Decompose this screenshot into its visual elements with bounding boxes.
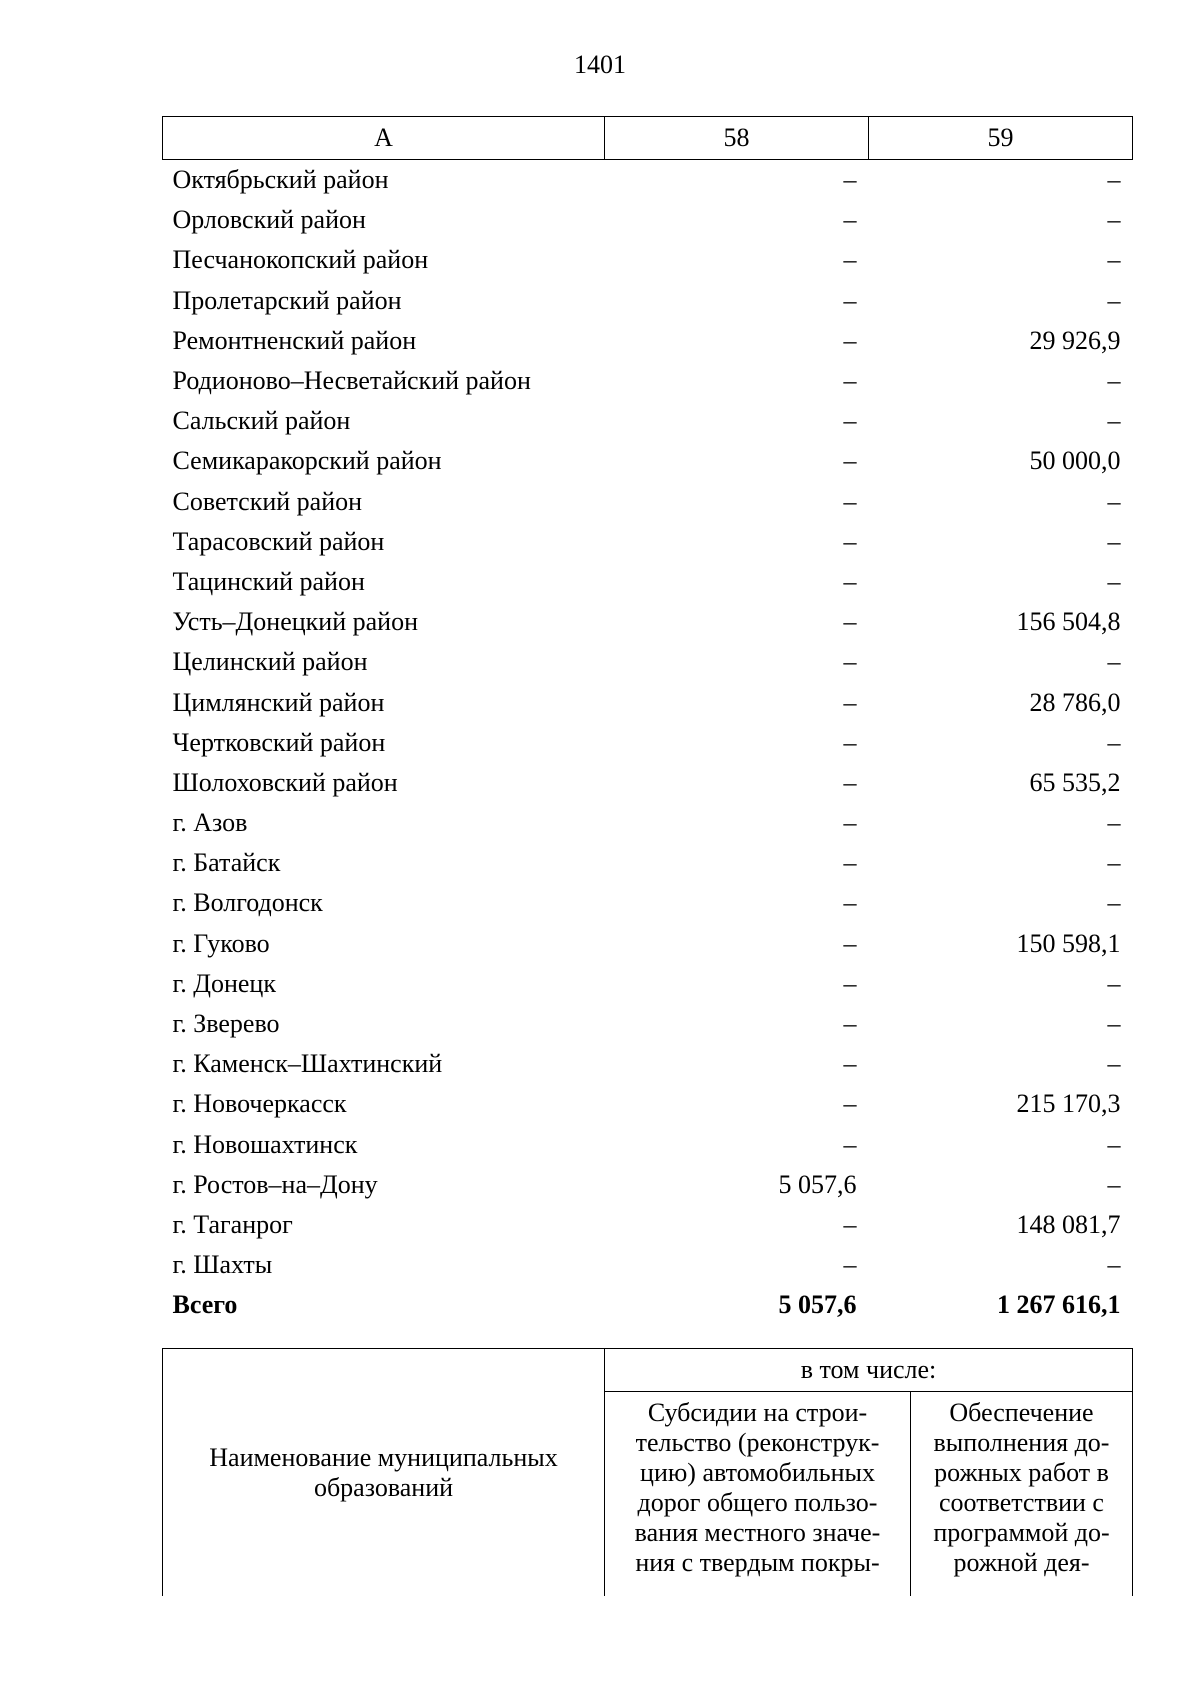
- table-row: [163, 522, 1133, 562]
- value-58: –: [843, 245, 857, 275]
- value-58: –: [843, 1049, 857, 1079]
- municipality-name: г. Волгодонск: [172, 888, 323, 918]
- including-header: в том числе:: [605, 1349, 1133, 1392]
- municipality-name: Чертковский район: [172, 727, 386, 757]
- header-line: рожных работ в: [934, 1458, 1109, 1487]
- value-58: –: [843, 325, 857, 355]
- municipality-name: г. Ростов–на–Дону: [172, 1169, 378, 1199]
- value-58: –: [843, 1009, 857, 1039]
- value-59: –: [1107, 406, 1121, 436]
- municipality-name: Сальский район: [172, 406, 351, 436]
- table-row: [163, 924, 1133, 964]
- municipality-name: Усть–Донецкий район: [172, 607, 418, 637]
- value-58: –: [843, 647, 857, 677]
- value-59: 148 081,7: [1016, 1209, 1121, 1239]
- table-row: [163, 1165, 1133, 1205]
- value-58: 5 057,6: [778, 1169, 857, 1199]
- table-row: [163, 682, 1133, 722]
- municipality-name: г. Новочеркасск: [172, 1089, 347, 1119]
- value-59: 65 535,2: [1029, 767, 1121, 797]
- value-58: –: [843, 1129, 857, 1159]
- value-58: –: [843, 1250, 857, 1280]
- municipality-name: г. Зверево: [172, 1009, 280, 1039]
- value-58: –: [843, 808, 857, 838]
- municipality-name: Песчанокопский район: [172, 245, 429, 275]
- table-row: [163, 160, 1133, 201]
- value-58: –: [843, 526, 857, 556]
- value-59: 1 267 616,1: [997, 1290, 1121, 1320]
- value-59: –: [1107, 486, 1121, 516]
- value-58: 5 057,6: [778, 1290, 857, 1320]
- value-58: –: [843, 285, 857, 315]
- header-line: Субсидии на строи-: [647, 1398, 868, 1427]
- table-row: [163, 763, 1133, 803]
- value-58: –: [843, 888, 857, 918]
- table-row: [163, 642, 1133, 682]
- value-58: –: [843, 607, 857, 637]
- table-row: [163, 200, 1133, 240]
- table-body: [163, 160, 1133, 1326]
- header-line: вания местного значе-: [634, 1518, 881, 1547]
- header-line: рожной дея-: [953, 1548, 1090, 1577]
- construction-subsidies-header: [605, 1392, 911, 1597]
- value-59: –: [1107, 888, 1121, 918]
- value-59: –: [1107, 285, 1121, 315]
- municipality-name: г. Донецк: [172, 968, 276, 998]
- header-line: соответствии с: [939, 1488, 1104, 1517]
- subsidies-table: [162, 116, 1133, 1325]
- value-59: –: [1107, 647, 1121, 677]
- table-row: [163, 1044, 1133, 1084]
- table-row: [163, 281, 1133, 321]
- value-59: 50 000,0: [1029, 446, 1121, 476]
- value-58: –: [843, 446, 857, 476]
- municipality-name: Родионово–Несветайский район: [172, 366, 531, 396]
- value-58: –: [843, 767, 857, 797]
- table-row: [163, 803, 1133, 843]
- table-row: [163, 964, 1133, 1004]
- value-59: –: [1107, 968, 1121, 998]
- value-59: –: [1107, 526, 1121, 556]
- header-line: выполнения до-: [933, 1428, 1110, 1457]
- municipality-name: г. Гуково: [172, 928, 270, 958]
- table-header-row: [163, 117, 1133, 160]
- value-59: –: [1107, 727, 1121, 757]
- municipality-name: г. Таганрог: [172, 1209, 293, 1239]
- value-58: –: [843, 566, 857, 596]
- municipality-name: Октябрьский район: [172, 165, 389, 195]
- table-row: [163, 401, 1133, 441]
- header-line: тельство (реконструк-: [635, 1428, 880, 1457]
- table-row: [163, 562, 1133, 602]
- value-59: 29 926,9: [1029, 325, 1121, 355]
- header-line: Обеспечение: [949, 1398, 1094, 1427]
- value-58: –: [843, 687, 857, 717]
- construction-subsidies-header-text: [615, 1398, 900, 1578]
- value-58: –: [843, 486, 857, 516]
- municipality-name: г. Новошахтинск: [172, 1129, 358, 1159]
- value-59: –: [1107, 1169, 1121, 1199]
- value-59: 215 170,3: [1016, 1089, 1121, 1119]
- value-59: –: [1107, 1250, 1121, 1280]
- value-59: –: [1107, 205, 1121, 235]
- value-58: –: [843, 406, 857, 436]
- municipality-name: г. Азов: [172, 808, 248, 838]
- table-row: [163, 482, 1133, 522]
- municipality-name: Цимлянский район: [172, 687, 385, 717]
- municipality-name: Семикаракорский район: [172, 446, 442, 476]
- value-58: –: [843, 205, 857, 235]
- value-58: –: [843, 1089, 857, 1119]
- table-row: [163, 723, 1133, 763]
- table-row: [163, 441, 1133, 481]
- municipality-name: Тацинский район: [172, 566, 365, 596]
- table-row: [163, 1245, 1133, 1285]
- municipality-name: Шолоховский район: [172, 767, 398, 797]
- value-59: –: [1107, 1049, 1121, 1079]
- municipality-name: г. Каменск–Шахтинский: [172, 1049, 443, 1079]
- header-line: цию) автомобильных: [640, 1458, 875, 1487]
- total-row: [163, 1285, 1133, 1325]
- value-58: –: [843, 928, 857, 958]
- value-59: 156 504,8: [1016, 607, 1121, 637]
- table-row: [163, 1004, 1133, 1044]
- value-58: –: [843, 366, 857, 396]
- municipality-name: г. Шахты: [172, 1250, 273, 1280]
- municipality-name: Орловский район: [172, 205, 366, 235]
- table-row: [163, 1125, 1133, 1165]
- value-59: –: [1107, 848, 1121, 878]
- column-header-a: А: [163, 117, 605, 160]
- table-row: [163, 240, 1133, 280]
- municipality-name: Советский район: [172, 486, 363, 516]
- value-59: –: [1107, 366, 1121, 396]
- header-line: дорог общего пользо-: [637, 1488, 878, 1517]
- table-row: [163, 361, 1133, 401]
- value-59: –: [1107, 566, 1121, 596]
- table-row: [163, 602, 1133, 642]
- value-59: 28 786,0: [1029, 687, 1121, 717]
- header-line: ния с твердым покры-: [635, 1548, 880, 1577]
- value-59: 150 598,1: [1016, 928, 1121, 958]
- municipality-name: Тарасовский район: [172, 526, 385, 556]
- municipality-name: Всего: [172, 1290, 238, 1320]
- road-works-header-text: [921, 1398, 1122, 1578]
- table-row: [163, 883, 1133, 923]
- municipality-name-header: Наименование муниципальных образований: [163, 1349, 605, 1597]
- table-row: [163, 1084, 1133, 1124]
- municipality-name: г. Батайск: [172, 848, 281, 878]
- value-58: –: [843, 848, 857, 878]
- value-59: –: [1107, 1129, 1121, 1159]
- value-59: –: [1107, 165, 1121, 195]
- header-line: программой до-: [933, 1518, 1110, 1547]
- page-number: 1401: [574, 50, 626, 79]
- value-59: –: [1107, 808, 1121, 838]
- column-header-59: 59: [869, 117, 1133, 160]
- value-58: –: [843, 727, 857, 757]
- road-works-header: [911, 1392, 1133, 1597]
- value-58: –: [843, 968, 857, 998]
- value-58: –: [843, 165, 857, 195]
- table-row: [163, 321, 1133, 361]
- municipality-name: Ремонтненский район: [172, 325, 417, 355]
- next-table-header: [162, 1348, 1133, 1596]
- table-row: [163, 1205, 1133, 1245]
- column-header-58: 58: [605, 117, 869, 160]
- municipality-name: Целинский район: [172, 647, 368, 677]
- value-58: –: [843, 1209, 857, 1239]
- municipality-name: Пролетарский район: [172, 285, 402, 315]
- table-row: [163, 843, 1133, 883]
- value-59: –: [1107, 1009, 1121, 1039]
- value-59: –: [1107, 245, 1121, 275]
